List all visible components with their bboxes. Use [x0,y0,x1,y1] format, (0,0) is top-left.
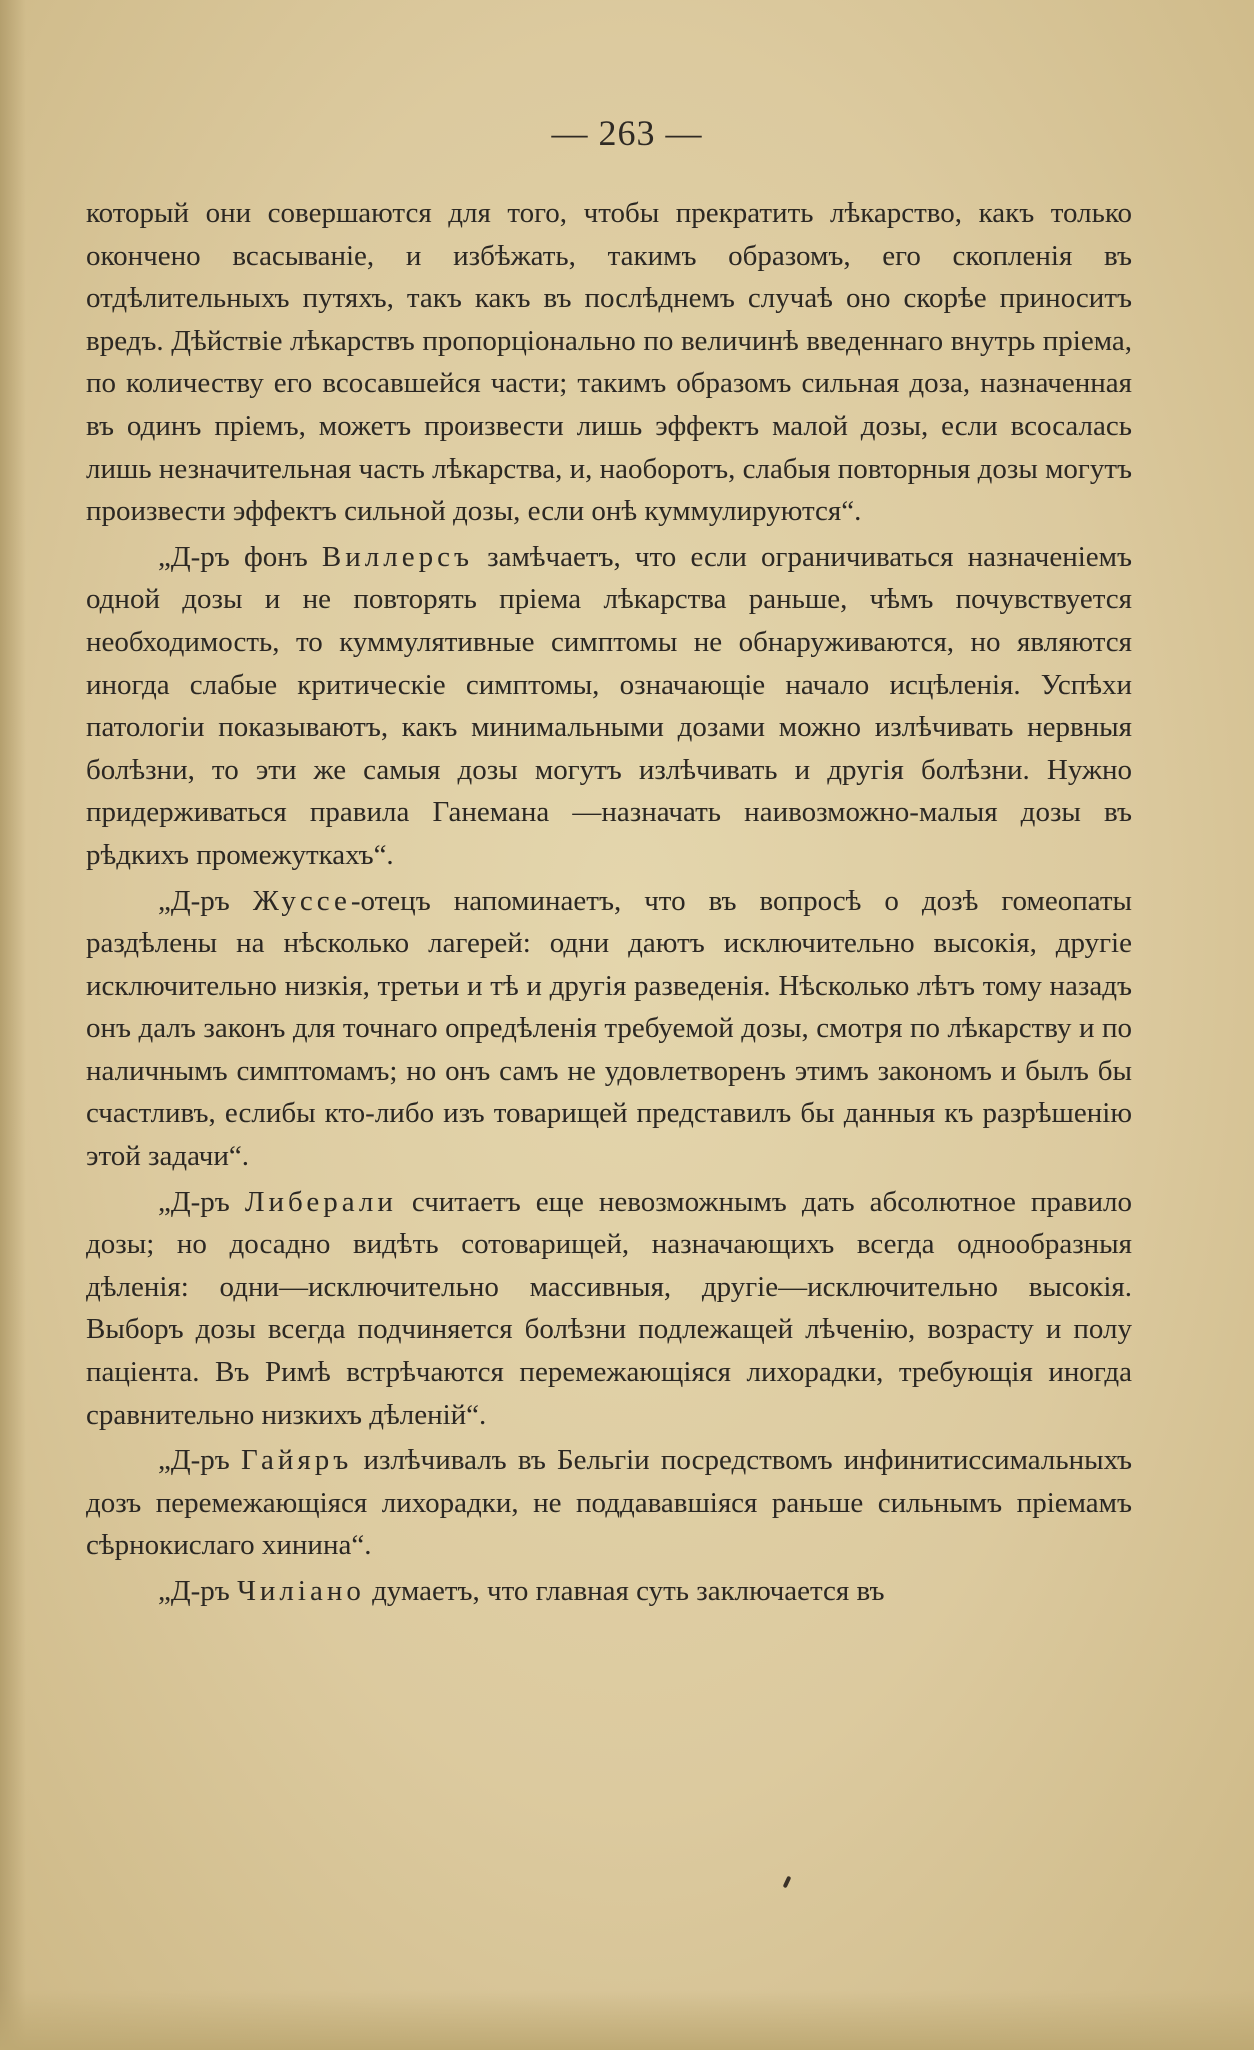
author-name: Чиліано [237,1575,365,1607]
page-binding-shadow [0,0,26,2050]
paragraph-4 [86,1181,1132,1437]
paragraph-6 [86,1570,1132,1613]
paragraph-3 [86,880,1132,1178]
paragraph-text: думаетъ, что главная суть заключается въ [364,1575,885,1607]
paragraph-text: „Д-ръ [158,884,253,917]
paragraph-text: „Д-ръ [158,1575,238,1607]
author-name: Либерали [244,1185,397,1218]
paragraph-text: который они совершаются для того, чтобы прекратить лѣкарство, какъ только окончено всасываніе, и избѣжать, такимъ образомъ, его скопленія въ отдѣлительныхъ путяхъ, такъ какъ въ послѣднемъ случаѣ оно скорѣе приноситъ вредъ. Дѣйствіе лѣкарствъ пропорціонально по величинѣ введеннаго внутрь пріема, по количеству его всосавшейся части; такимъ образомъ сильная доза, назначенная въ одинъ пріемъ, можетъ произвести лишь эффектъ малой дозы, если всосалась лишь незначительная часть лѣкарства, и, наоборотъ, слабыя повторныя дозы могутъ произвести эффектъ сильной дозы, если онѣ куммулируются“. [86,197,1132,528]
page-number: — 263 — [551,113,703,153]
paragraph-text: „Д-ръ [158,1185,245,1218]
body-text [86,192,1132,1613]
author-name: Гайяръ [241,1444,353,1477]
ink-speck [783,1876,792,1889]
paragraph-text: „Д-ръ [158,1444,241,1477]
paragraph-text: замѣчаетъ, что если ограничиваться назначеніемъ одной дозы и не повторять пріема лѣкарства раньше, чѣмъ почувствуется необходимость, то куммулятивные симптомы не обнаруживаются, но являются иногда слабые критическіе симптомы, означающіе начало исцѣленія. Успѣхи патологіи показываютъ, какъ минимальными дозами можно излѣчивать нервныя болѣзни, то эти же самыя дозы могутъ излѣчивать и другія болѣзни. Нужно придерживаться правила Ганемана —назначать наивозможно-малыя дозы въ рѣдкихъ промежуткахъ“. [86,540,1132,871]
paragraph-text: считаетъ еще невозможнымъ дать абсолютное правило дозы; но досадно видѣть сотоварищей, назначающихъ всегда однообразныя дѣленія: одни—исключительно массивныя, другіе—исключительно высокія. Выборъ дозы всегда подчиняется болѣзни подлежащей лѣченію, возрасту и полу пацiента. Въ Римѣ встрѣчаются перемежающіяся лихорадки, требующія иногда сравнительно низкихъ дѣленій“. [86,1185,1132,1431]
author-name: Жуссе [252,884,351,917]
author-name: Виллерсъ [321,540,473,573]
paragraph-2 [86,536,1132,877]
paragraph-text: „Д-ръ фонъ [158,540,322,573]
paragraph-5 [86,1439,1132,1567]
page-bottom-shadow [0,1990,1254,2050]
paragraph-text: излѣчивалъ въ Бельгіи посредствомъ инфинитиссимальныхъ дозъ перемежающіяся лихорадки, не поддававшіяся раньше сильнымъ пріемамъ сѣрнокислаго хинина“. [86,1444,1132,1562]
paragraph-text: -отецъ напоминаетъ, что въ вопросѣ о дозѣ гомеопаты раздѣлены на нѣсколько лагерей: одни даютъ исключительно высокія, другіе исключительно низкія, третьи и тѣ и другія разведенія. Нѣсколько лѣтъ тому назадъ онъ далъ законъ для точнаго опредѣленія требуемой дозы, смотря по лѣкарству и по наличнымъ симптомамъ; но онъ самъ не удовлетворенъ этимъ закономъ и былъ бы счастливъ, еслибы кто-либо изъ товарищей представилъ бы данныя къ разрѣшенію этой задачи“. [86,884,1132,1173]
paragraph-1 [86,192,1132,533]
